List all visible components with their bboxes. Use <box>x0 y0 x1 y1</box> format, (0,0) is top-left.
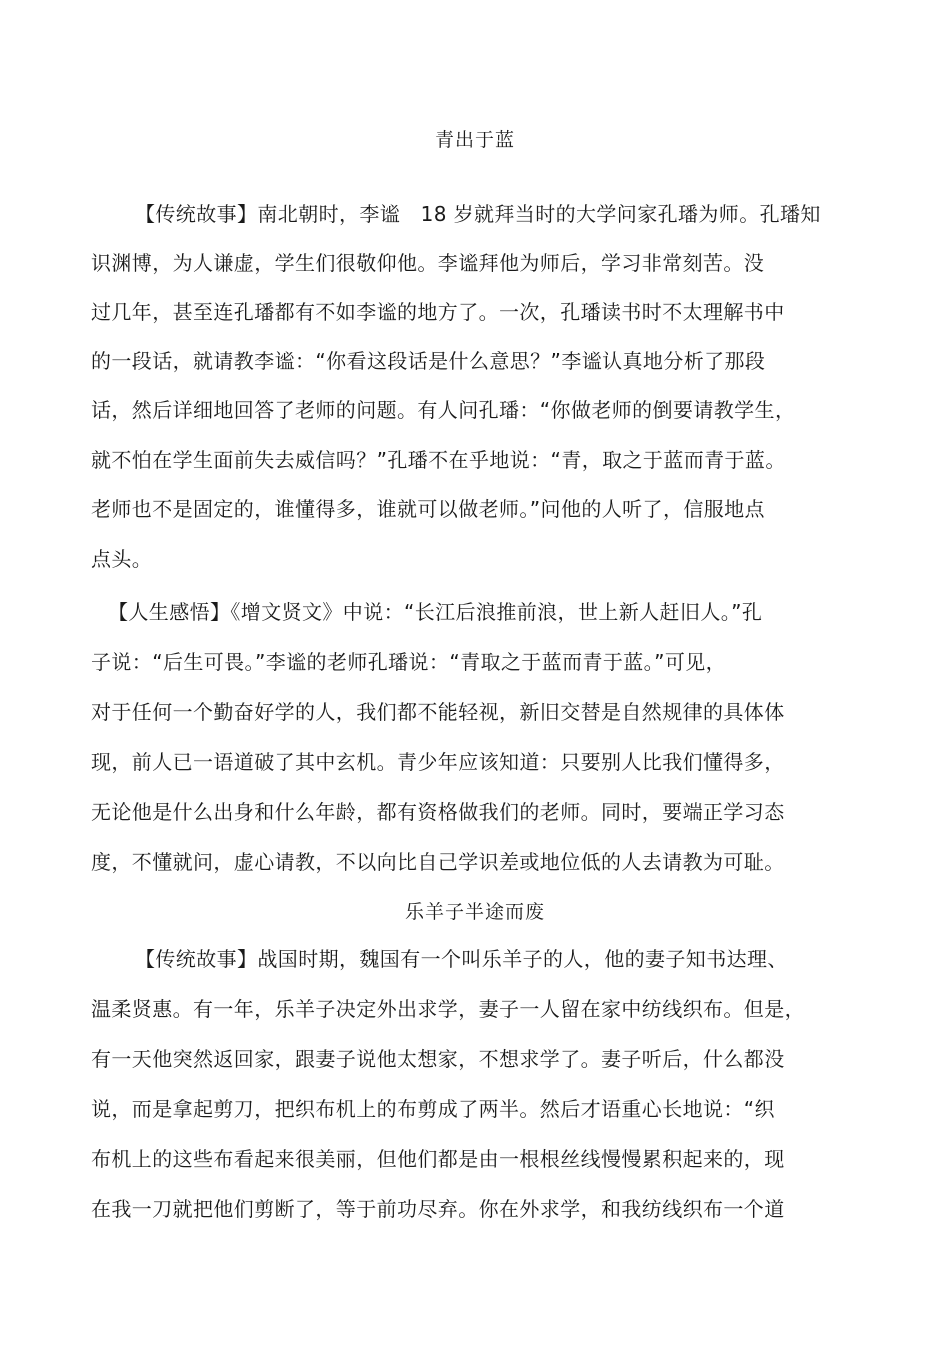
story-paragraph-line: 温柔贤惠。有一年，乐羊子决定外出求学，妻子一人留在家中纺线织布。但是， <box>91 997 805 1021</box>
insight-paragraph-line: 对于任何一个勤奋好学的人，我们都不能轻视，新旧交替是自然规律的具体体 <box>91 700 785 724</box>
story-paragraph-line: 在我一刀就把他们剪断了，等于前功尽弃。你在外求学，和我纺线织布一个道 <box>91 1197 785 1221</box>
insight-paragraph-line: 子说：“后生可畏。”李谧的老师孔璠说：“青取之于蓝而青于蓝。”可见， <box>91 650 727 674</box>
story-paragraph-line: 话，然后详细地回答了老师的问题。有人问孔璠：“你做老师的倒要请教学生， <box>91 398 796 422</box>
insight-paragraph-line: 无论他是什么出身和什么年龄，都有资格做我们的老师。同时，要端正学习态 <box>91 800 785 824</box>
story-paragraph-line: 【传统故事】南北朝时，李谧 18 岁就拜当时的大学问家孔璠为师。孔璠知 <box>135 202 821 226</box>
story-paragraph-line: 说，而是拿起剪刀，把织布机上的布剪成了两半。然后才语重心长地说：“织 <box>91 1097 775 1121</box>
insight-paragraph-line: 度，不懂就问，虚心请教，不以向比自己学识差或地位低的人去请教为可耻。 <box>91 850 785 874</box>
story-paragraph-line: 点头。 <box>91 547 153 571</box>
section-title-qing-chu-yu-lan: 青出于蓝 <box>434 129 515 151</box>
insight-paragraph-line: 【人生感悟】《增文贤文》中说：“长江后浪推前浪，世上新人赶旧人。”孔 <box>108 600 763 624</box>
section-title-le-yang-zi: 乐羊子半途而废 <box>404 901 545 923</box>
story-paragraph-line: 的一段话，就请教李谧：“你看这段话是什么意思？”李谧认真地分析了那段 <box>91 349 766 373</box>
insight-paragraph-line: 现，前人已一语道破了其中玄机。青少年应该知道：只要别人比我们懂得多， <box>91 750 785 774</box>
story-paragraph-line: 【传统故事】战国时期，魏国有一个叫乐羊子的人，他的妻子知书达理、 <box>135 947 788 971</box>
story-paragraph-line: 就不怕在学生面前失去威信吗？”孔璠不在乎地说：“青，取之于蓝而青于蓝。 <box>91 448 786 472</box>
story-paragraph-line: 过几年，甚至连孔璠都有不如李谧的地方了。一次，孔璠读书时不太理解书中 <box>91 300 785 324</box>
story-paragraph-line: 识渊博，为人谦虚，学生们很敬仰他。李谧拜他为师后，学习非常刻苦。没 <box>91 251 765 275</box>
story-paragraph-line: 老师也不是固定的，谁懂得多，谁就可以做老师。”问他的人听了，信服地点 <box>91 497 765 521</box>
story-paragraph-line: 布机上的这些布看起来很美丽，但他们都是由一根根丝线慢慢累积起来的，现 <box>91 1147 785 1171</box>
story-paragraph-line: 有一天他突然返回家，跟妻子说他太想家，不想求学了。妻子听后，什么都没 <box>91 1047 785 1071</box>
